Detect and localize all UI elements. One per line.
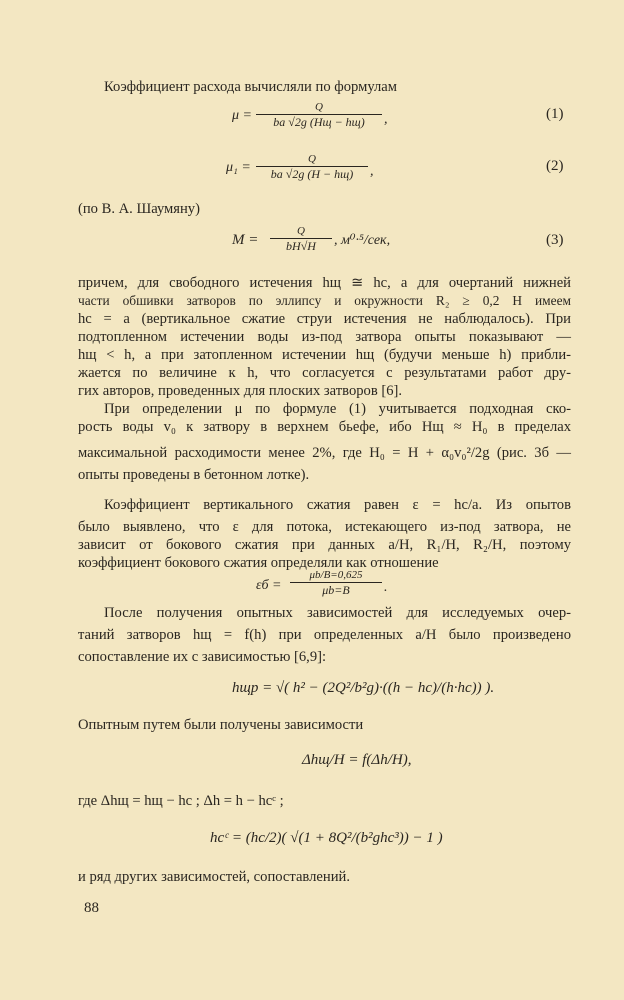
eps-formula-numerator: μb/B=0,625 bbox=[309, 569, 363, 581]
author-note: (по В. А. Шаумяну) bbox=[78, 201, 200, 217]
formula-3-lhs: M = bbox=[232, 232, 259, 248]
hshr-formula: hщр = √( h² − (2Q²/b²g)·((h − hс)/(h·hс)) ). bbox=[232, 680, 495, 696]
formula-3-denominator: bH√H bbox=[286, 239, 316, 253]
equation-number-1: (1) bbox=[546, 106, 564, 122]
intro-line: Коэффициент расхода вычисляли по формулам bbox=[104, 79, 397, 95]
para3-line: Коэффициент вертикального сжатия равен ε = hс/a. Из опытов bbox=[104, 497, 571, 513]
para1-line: жается по величине к h, что согласуется с результатами работ дру- bbox=[78, 365, 571, 381]
formula-3-fraction bbox=[270, 224, 332, 254]
para3-line: зависит от бокового сжатия при данных a/H, R₁/H, R₂/H, поэтому bbox=[78, 537, 571, 553]
eps-formula-period: . bbox=[384, 580, 388, 595]
formula-1-fraction bbox=[256, 100, 382, 130]
para4-line: После получения опытных зависимостей для исследуемых очер- bbox=[104, 605, 571, 621]
where-line: где Δhщ = hщ − hс ; Δh = h − hсᶜ ; bbox=[78, 793, 284, 809]
page-number: 88 bbox=[84, 900, 99, 916]
dependency-formula: Δhщ/H = f(Δh/H), bbox=[302, 752, 412, 768]
formula-3-numerator: Q bbox=[297, 225, 305, 237]
formula-1-numerator: Q bbox=[315, 101, 323, 113]
para3-line: коэффициент бокового сжатия определяли как отношение bbox=[78, 555, 439, 571]
formula-2-numerator: Q bbox=[308, 153, 316, 165]
para1-line: подтопленном истечении воды из-под затвора опыты показывают — bbox=[78, 329, 571, 345]
eps-formula-denominator: μb=B bbox=[322, 583, 350, 597]
formula-2-comma: , bbox=[370, 164, 374, 179]
para1-line: hс = a (вертикальное сжатие струи истечения не наблюдалось). При bbox=[78, 311, 571, 327]
para1-line: гих авторов, проведенных для плоских затворов [6]. bbox=[78, 383, 403, 399]
para4-line: сопоставление их с зависимостью [6,9]: bbox=[78, 649, 327, 665]
formula-3-units: , м⁰·⁵/сек, bbox=[334, 233, 391, 248]
hcc-formula: hсᶜ = (hс/2)( √(1 + 8Q²/(b²ghс³)) − 1 ) bbox=[210, 830, 443, 846]
para2-line: При определении μ по формуле (1) учитывается подходная ско- bbox=[104, 401, 571, 417]
para1-line: hщ < h, а при затопленном истечении hщ (будучи меньше h) прибли- bbox=[78, 347, 571, 363]
formula-2-fraction bbox=[256, 152, 368, 182]
formula-2-lhs: μ₁ = bbox=[226, 160, 251, 175]
eps-formula-fraction bbox=[290, 568, 382, 598]
para5-line: Опытным путем были получены зависимости bbox=[78, 717, 364, 733]
para2-line: рость воды v₀ к затвору в верхнем бьефе, ибо Hщ ≈ H₀ в пределах bbox=[78, 419, 571, 435]
equation-number-2: (2) bbox=[546, 158, 564, 174]
para2-line: опыты проведены в бетонном лотке). bbox=[78, 467, 310, 483]
formula-1-lhs: μ = bbox=[232, 108, 252, 123]
para4-line: таний затворов hщ = f(h) при определенных a/H было произведено bbox=[78, 627, 571, 643]
closing-line: и ряд других зависимостей, сопоставлений. bbox=[78, 869, 350, 885]
formula-2-denominator: ba √2g (H − hщ) bbox=[270, 167, 354, 181]
para3-line: было выявлено, что ε для потока, истекающего из-под затвора, не bbox=[78, 519, 571, 535]
para2-line: максимальной расходимости менее 2%, где H₀ = H + α₀v₀²/2g (рис. 3б — bbox=[78, 445, 571, 461]
eps-formula-lhs: εб = bbox=[256, 578, 282, 593]
para1-line: причем, для свободного истечения hщ ≅ hс, а для очертаний нижней bbox=[78, 275, 571, 291]
equation-number-3: (3) bbox=[546, 232, 564, 248]
para1-line: части обшивки затворов по эллипсу и окружности R₂ ≥ 0,2 H имеем bbox=[78, 293, 571, 308]
formula-1-denominator: ba √2g (Hщ − hщ) bbox=[273, 115, 365, 129]
formula-1-comma: , bbox=[384, 112, 388, 127]
